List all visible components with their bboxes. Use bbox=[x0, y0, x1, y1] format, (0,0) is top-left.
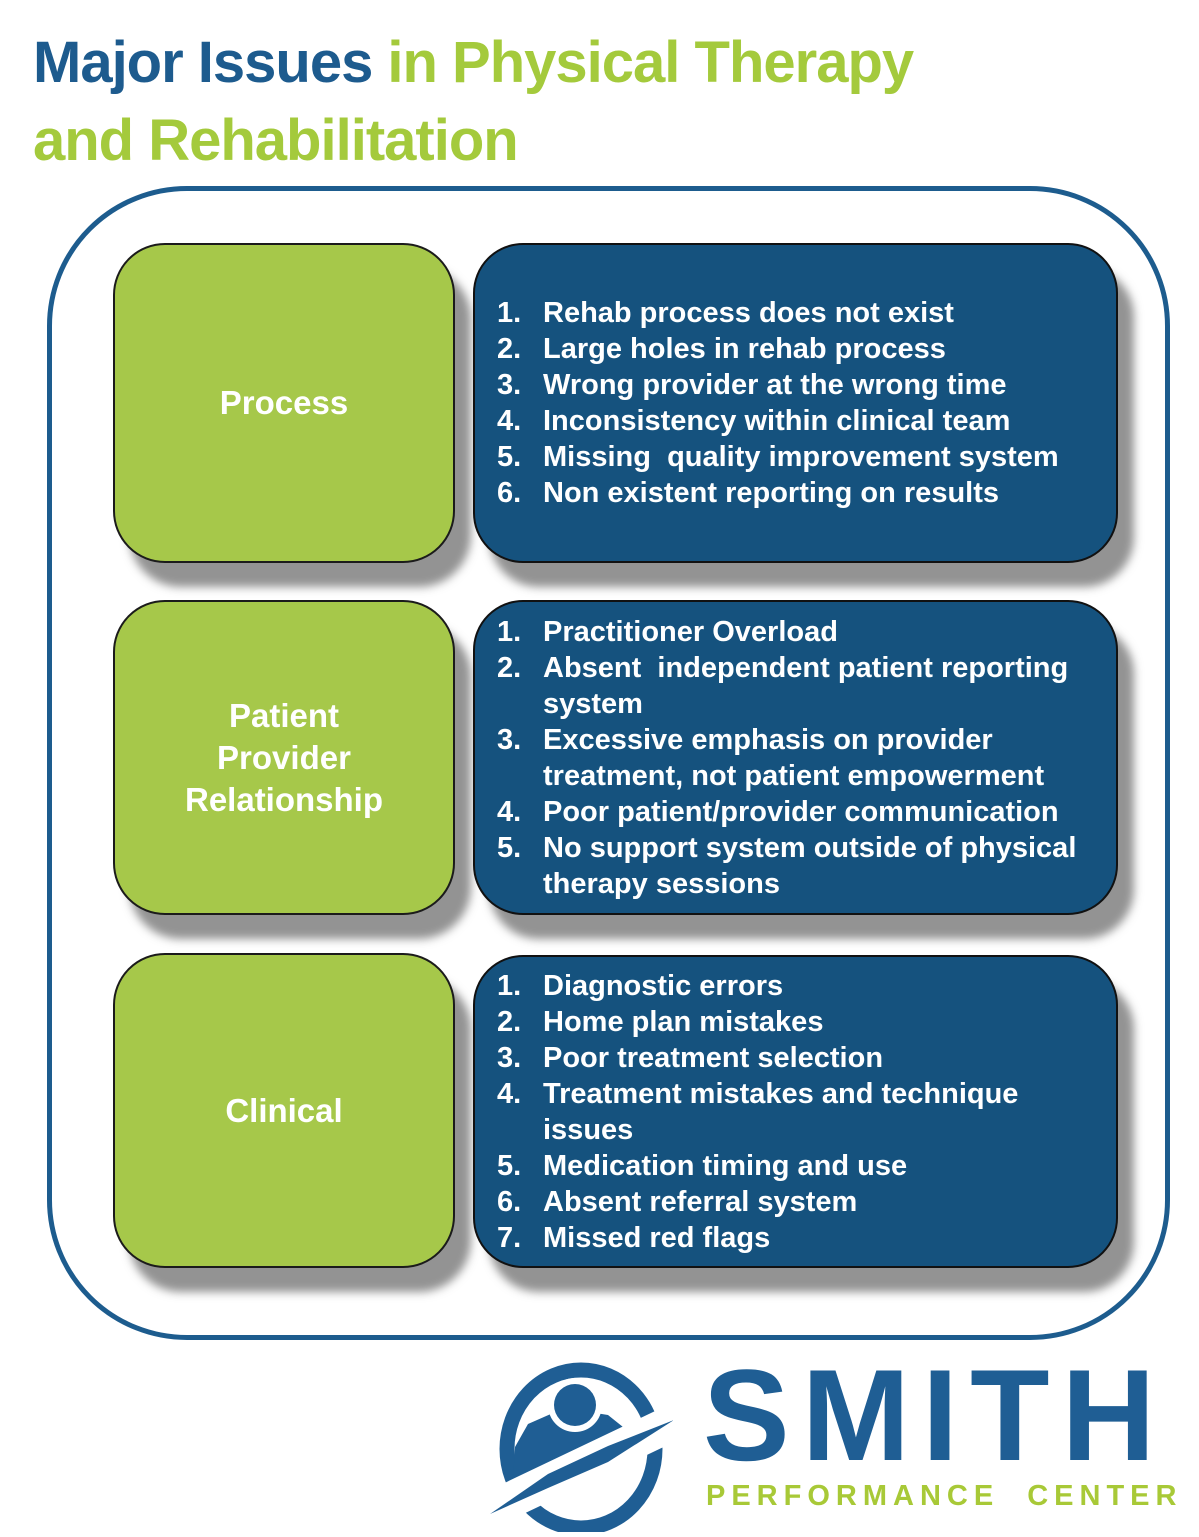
item-text: Poor treatment selection bbox=[543, 1041, 884, 1074]
item-number: 1. bbox=[497, 615, 522, 648]
item-number: 4. bbox=[497, 405, 522, 437]
category-label: Patient Provider Relationship bbox=[184, 696, 384, 818]
item-text: Missing quality improvement system bbox=[543, 441, 1059, 473]
item-number: 6. bbox=[497, 477, 522, 509]
title-line-2: and Rehabilitation bbox=[33, 108, 518, 173]
item-number: 3. bbox=[497, 1041, 522, 1074]
logo-tagline: PERFORMANCE CENTER bbox=[706, 1480, 1183, 1512]
item-text: Absent referral system bbox=[543, 1185, 858, 1218]
item-text: Excessive emphasis on provider treatment, not patient empowerment bbox=[543, 723, 1045, 792]
item-text: Wrong provider at the wrong time bbox=[543, 369, 1007, 401]
list-item bbox=[497, 1040, 1090, 1076]
category-box-clinical bbox=[113, 953, 455, 1268]
item-number: 6. bbox=[497, 1185, 522, 1218]
list-item bbox=[497, 1004, 1090, 1040]
item-number: 5. bbox=[497, 831, 522, 864]
item-number: 1. bbox=[497, 297, 522, 329]
item-number: 5. bbox=[497, 441, 522, 473]
item-text: No support system outside of physical therapy sessions bbox=[543, 831, 1085, 900]
issues-list-clinical bbox=[497, 968, 1090, 1256]
category-box-patient-provider bbox=[113, 600, 455, 915]
item-text: Practitioner Overload bbox=[543, 615, 838, 648]
item-number: 4. bbox=[497, 1077, 522, 1110]
item-text: Poor patient/provider communication bbox=[543, 795, 1059, 828]
item-text: Medication timing and use bbox=[543, 1149, 908, 1182]
item-number: 7. bbox=[497, 1221, 522, 1254]
item-text: Non existent reporting on results bbox=[543, 477, 999, 509]
list-item bbox=[497, 650, 1090, 722]
item-number: 1. bbox=[497, 969, 522, 1002]
item-text: Absent independent patient reporting system bbox=[543, 651, 1077, 720]
logo-wordmark: SMITH bbox=[703, 1342, 1168, 1488]
list-item bbox=[497, 367, 1090, 403]
item-number: 4. bbox=[497, 795, 522, 828]
list-item bbox=[497, 1220, 1090, 1256]
item-number: 3. bbox=[497, 369, 522, 401]
item-number: 2. bbox=[497, 333, 522, 365]
item-text: Diagnostic errors bbox=[543, 969, 784, 1002]
issues-list-patient-provider bbox=[497, 614, 1090, 902]
item-number: 2. bbox=[497, 651, 522, 684]
list-item bbox=[497, 968, 1090, 1004]
title-part-blue: Major Issues bbox=[33, 30, 373, 95]
category-label: Process bbox=[219, 384, 349, 421]
item-text: Large holes in rehab process bbox=[543, 333, 946, 365]
issues-list-process bbox=[497, 295, 1090, 511]
page-title bbox=[33, 24, 1183, 180]
list-item bbox=[497, 331, 1090, 367]
category-label: Clinical bbox=[225, 1091, 343, 1129]
item-text: Treatment mistakes and technique issues bbox=[543, 1077, 1027, 1146]
list-item bbox=[497, 614, 1090, 650]
issues-box-clinical bbox=[473, 955, 1118, 1268]
item-text: Inconsistency within clinical team bbox=[543, 405, 1011, 437]
item-text: Missed red flags bbox=[543, 1221, 771, 1254]
issues-box-process bbox=[473, 243, 1118, 563]
list-item bbox=[497, 1148, 1090, 1184]
list-item bbox=[497, 830, 1090, 902]
item-number: 2. bbox=[497, 1005, 522, 1038]
list-item bbox=[497, 722, 1090, 794]
title-line-1 bbox=[33, 24, 1183, 102]
title-part-green: in Physical Therapy bbox=[387, 30, 914, 95]
list-item bbox=[497, 475, 1090, 511]
smith-performance-center-logo-icon bbox=[488, 1362, 673, 1532]
item-number: 3. bbox=[497, 723, 522, 756]
item-text: Rehab process does not exist bbox=[543, 297, 954, 329]
item-text: Home plan mistakes bbox=[543, 1005, 824, 1038]
list-item bbox=[497, 439, 1090, 475]
category-box-process bbox=[113, 243, 455, 563]
list-item bbox=[497, 295, 1090, 331]
list-item bbox=[497, 1184, 1090, 1220]
list-item bbox=[497, 1076, 1090, 1148]
issues-box-patient-provider bbox=[473, 600, 1118, 915]
list-item bbox=[497, 794, 1090, 830]
list-item bbox=[497, 403, 1090, 439]
item-number: 5. bbox=[497, 1149, 522, 1182]
